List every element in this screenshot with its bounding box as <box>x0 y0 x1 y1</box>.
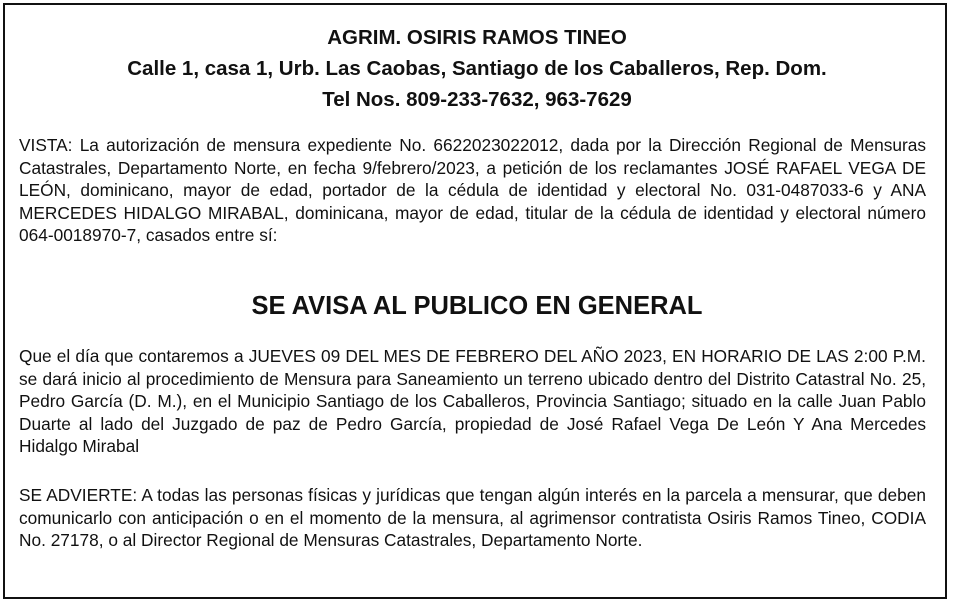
surveyor-name: AGRIM. OSIRIS RAMOS TINEO <box>327 26 627 49</box>
notice-header <box>0 22 954 115</box>
public-announcement-heading: SE AVISA AL PUBLICO EN GENERAL <box>251 292 703 320</box>
warning-paragraph: SE ADVIERTE: A todas las personas físicas y jurídicas que tengan algún interés en la parcela a mensurar, que deben comunicarlo con anticipación o en el momento de la mensura, al agrimensor contratista Osiris Ramos Tineo, CODIA No. 27178, o al Director Regional de Mensuras Catastrales, Departamento Norte. <box>19 485 926 550</box>
vista-paragraph: VISTA: La autorización de mensura expediente No. 6622023022012, dada por la Dirección Regional de Mensuras Catastrales, Departamento Norte, en fecha 9/febrero/2023, a petición de los reclamantes JOSÉ RAFAEL VEGA DE LEÓN, dominicano, mayor de edad, portador de la cédula de identidad y electoral No. 031-0487033-6 y ANA MERCEDES HIDALGO MIRABAL, dominicana, mayor de edad, titular de la cédula de identidad y electoral número 064-0018970-7, casados entre sí: <box>19 135 926 245</box>
notice-paragraph: Que el día que contaremos a JUEVES 09 DEL MES DE FEBRERO DEL AÑO 2023, EN HORARIO DE LAS 2:00 P.M. se dará inicio al procedimiento de Mensura para Saneamiento un terreno ubicado dentro del Distrito Catastral No. 25, Pedro García (D. M.), en el Municipio Santiago de los Caballeros, Provincia Santiago; situado en la calle Juan Pablo Duarte al lado del Juzgado de paz de Pedro García, propiedad de José Rafael Vega De León Y Ana Mercedes Hidalgo Mirabal <box>19 346 926 456</box>
surveyor-phones: Tel Nos. 809-233-7632, 963-7629 <box>322 88 632 111</box>
surveyor-address: Calle 1, casa 1, Urb. Las Caobas, Santiago de los Caballeros, Rep. Dom. <box>127 57 827 80</box>
